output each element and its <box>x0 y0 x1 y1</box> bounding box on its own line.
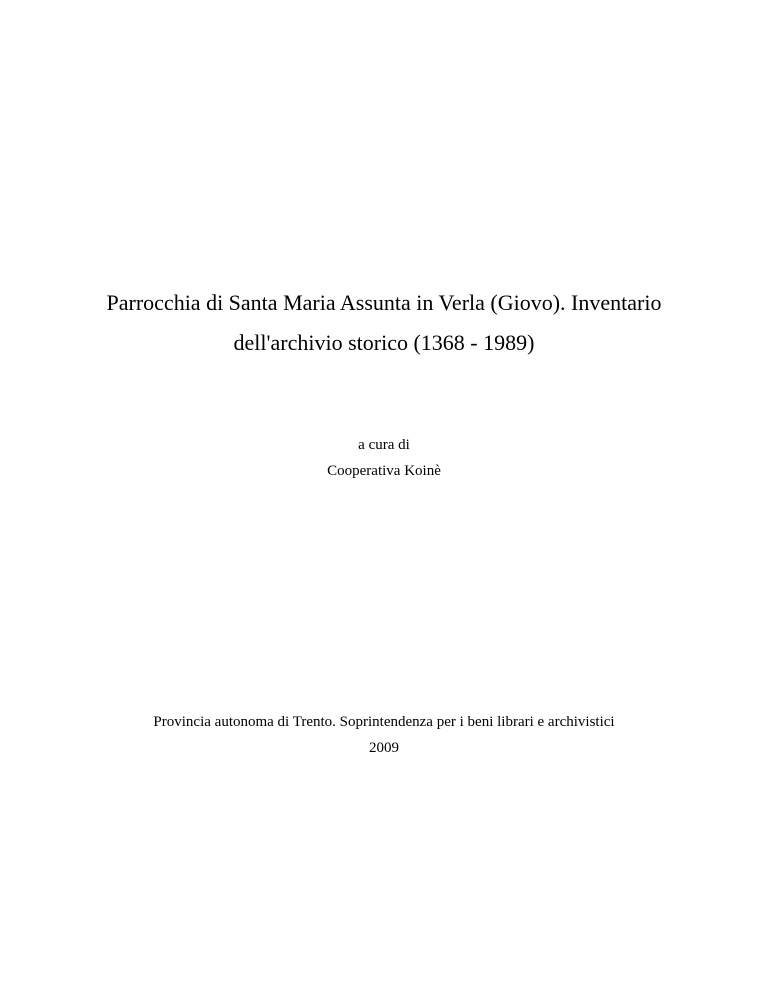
editor-block <box>0 432 768 484</box>
publisher-block <box>0 709 768 761</box>
editor-name: Cooperativa Koinè <box>327 463 441 479</box>
document-title <box>0 283 768 363</box>
publisher-name: Provincia autonoma di Trento. Soprintendenza per i beni librari e archivistici <box>153 714 615 730</box>
title-line-2: dell'archivio storico (1368 - 1989) <box>233 330 535 355</box>
title-line-1: Parrocchia di Santa Maria Assunta in Verla (Giovo). Inventario <box>106 290 662 315</box>
editor-prefix: a cura di <box>358 437 410 453</box>
publication-year: 2009 <box>369 740 399 756</box>
